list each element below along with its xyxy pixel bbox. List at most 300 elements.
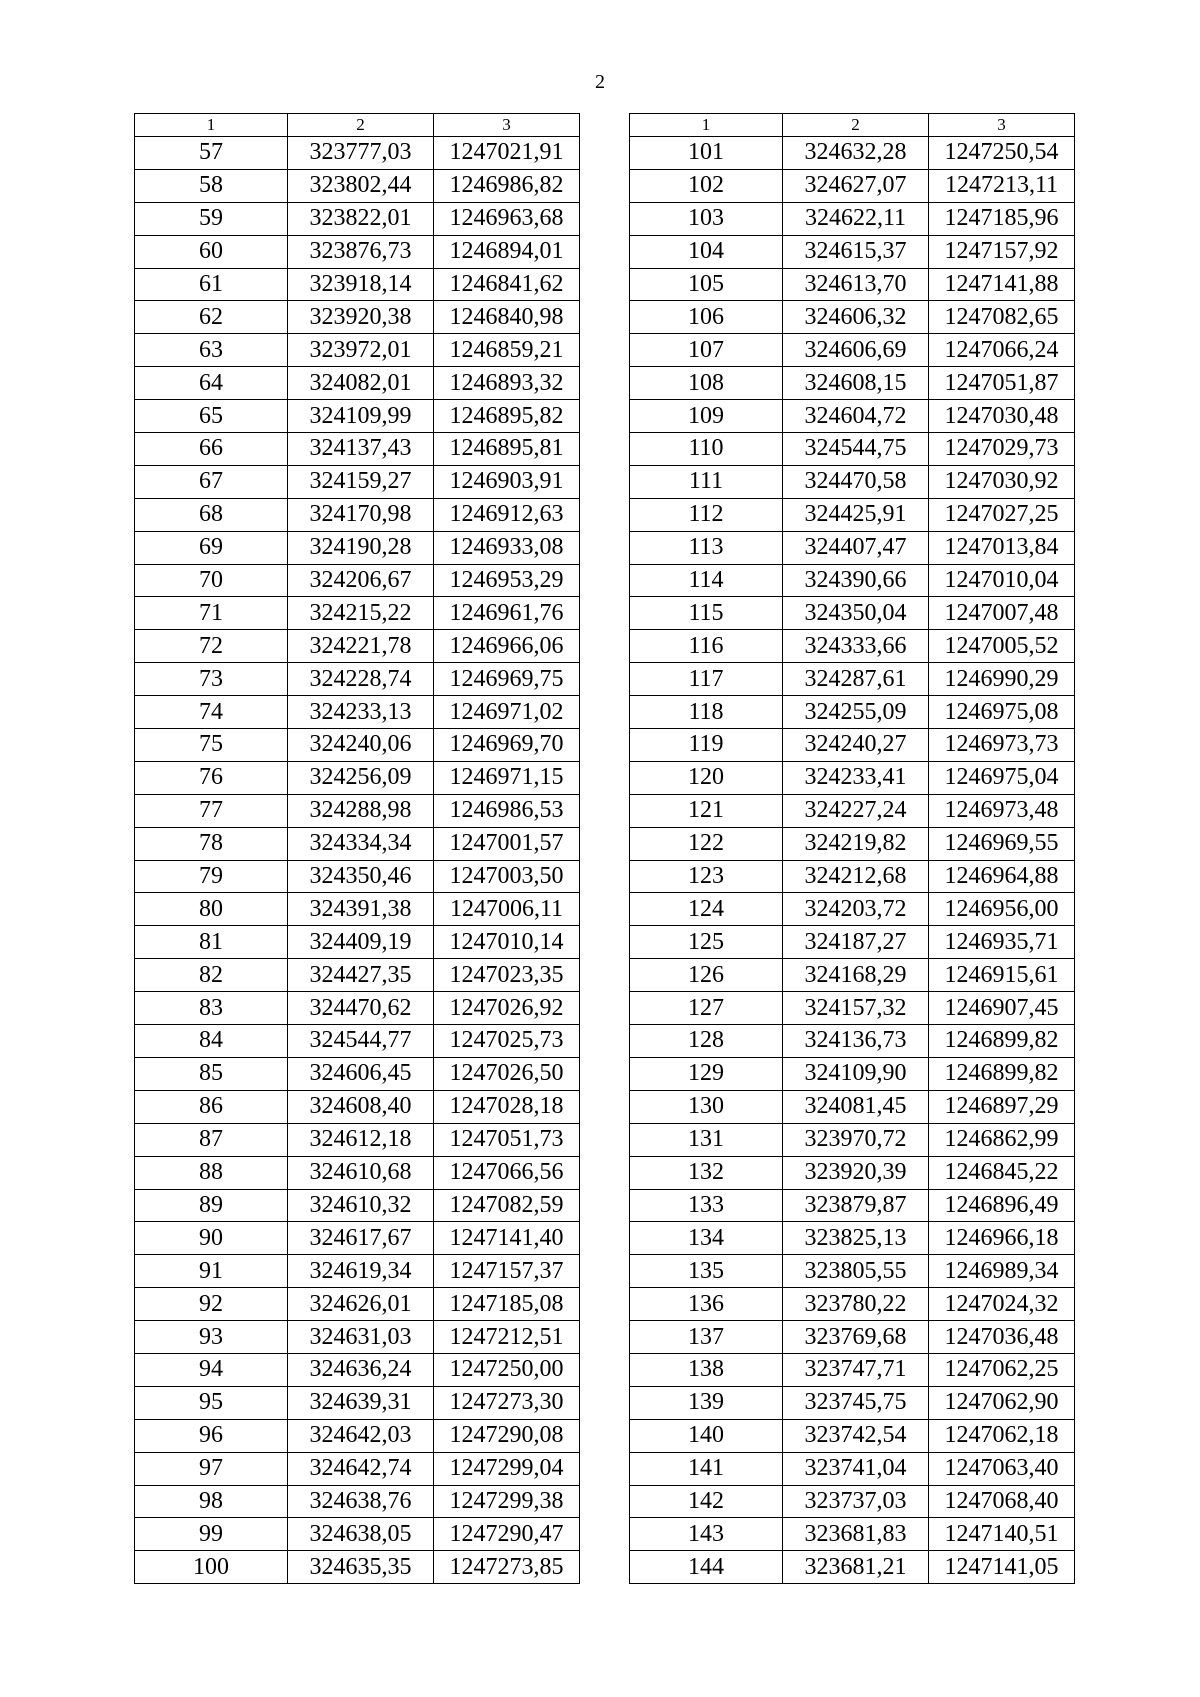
cell-point-number: 94 xyxy=(135,1353,288,1386)
cell-x-coordinate: 324228,74 xyxy=(288,663,434,696)
cell-x-coordinate: 324215,22 xyxy=(288,597,434,630)
cell-point-number: 120 xyxy=(630,761,783,794)
cell-point-number: 58 xyxy=(135,169,288,202)
cell-x-coordinate: 323747,71 xyxy=(783,1353,929,1386)
cell-y-coordinate: 1246935,71 xyxy=(929,926,1075,959)
header-row xyxy=(630,114,1075,137)
cell-point-number: 97 xyxy=(135,1452,288,1485)
cell-point-number: 124 xyxy=(630,893,783,926)
table-row xyxy=(135,268,580,301)
cell-y-coordinate: 1247010,04 xyxy=(929,564,1075,597)
cell-x-coordinate: 324168,29 xyxy=(783,959,929,992)
cell-point-number: 108 xyxy=(630,367,783,400)
cell-point-number: 61 xyxy=(135,268,288,301)
cell-point-number: 90 xyxy=(135,1222,288,1255)
cell-point-number: 114 xyxy=(630,564,783,597)
table-row xyxy=(630,1485,1075,1518)
column-header-y-coordinate: 3 xyxy=(434,114,580,137)
cell-point-number: 77 xyxy=(135,794,288,827)
cell-point-number: 117 xyxy=(630,663,783,696)
table-row xyxy=(135,959,580,992)
cell-y-coordinate: 1247013,84 xyxy=(929,531,1075,564)
cell-y-coordinate: 1247299,04 xyxy=(434,1452,580,1485)
table-row xyxy=(630,630,1075,663)
cell-y-coordinate: 1247007,48 xyxy=(929,597,1075,630)
cell-y-coordinate: 1247026,50 xyxy=(434,1057,580,1090)
cell-point-number: 78 xyxy=(135,827,288,860)
cell-y-coordinate: 1247140,51 xyxy=(929,1518,1075,1551)
cell-y-coordinate: 1247066,24 xyxy=(929,334,1075,367)
table-row xyxy=(135,400,580,433)
cell-y-coordinate: 1246966,18 xyxy=(929,1222,1075,1255)
cell-point-number: 100 xyxy=(135,1551,288,1584)
cell-x-coordinate: 324206,67 xyxy=(288,564,434,597)
cell-y-coordinate: 1247001,57 xyxy=(434,827,580,860)
cell-point-number: 105 xyxy=(630,268,783,301)
table-row xyxy=(630,564,1075,597)
cell-x-coordinate: 324642,03 xyxy=(288,1419,434,1452)
cell-y-coordinate: 1247062,90 xyxy=(929,1386,1075,1419)
cell-y-coordinate: 1247063,40 xyxy=(929,1452,1075,1485)
cell-point-number: 128 xyxy=(630,1025,783,1058)
cell-y-coordinate: 1246986,53 xyxy=(434,794,580,827)
cell-x-coordinate: 323879,87 xyxy=(783,1189,929,1222)
cell-x-coordinate: 324256,09 xyxy=(288,761,434,794)
cell-point-number: 131 xyxy=(630,1123,783,1156)
column-header-x-coordinate: 2 xyxy=(783,114,929,137)
table-row xyxy=(630,729,1075,762)
table-row xyxy=(135,827,580,860)
cell-x-coordinate: 323805,55 xyxy=(783,1255,929,1288)
cell-x-coordinate: 324287,61 xyxy=(783,663,929,696)
cell-y-coordinate: 1247141,88 xyxy=(929,268,1075,301)
table-row xyxy=(135,465,580,498)
cell-point-number: 136 xyxy=(630,1288,783,1321)
cell-point-number: 71 xyxy=(135,597,288,630)
cell-x-coordinate: 324619,34 xyxy=(288,1255,434,1288)
cell-y-coordinate: 1247051,87 xyxy=(929,367,1075,400)
cell-point-number: 60 xyxy=(135,235,288,268)
cell-point-number: 79 xyxy=(135,860,288,893)
cell-y-coordinate: 1246990,29 xyxy=(929,663,1075,696)
cell-y-coordinate: 1246859,21 xyxy=(434,334,580,367)
cell-x-coordinate: 324425,91 xyxy=(783,498,929,531)
cell-x-coordinate: 324615,37 xyxy=(783,235,929,268)
cell-x-coordinate: 324137,43 xyxy=(288,433,434,466)
cell-y-coordinate: 1247006,11 xyxy=(434,893,580,926)
cell-point-number: 111 xyxy=(630,465,783,498)
cell-x-coordinate: 323822,01 xyxy=(288,202,434,235)
cell-y-coordinate: 1247157,92 xyxy=(929,235,1075,268)
cell-y-coordinate: 1247082,59 xyxy=(434,1189,580,1222)
cell-x-coordinate: 324333,66 xyxy=(783,630,929,663)
cell-x-coordinate: 324470,62 xyxy=(288,992,434,1025)
cell-x-coordinate: 324627,07 xyxy=(783,169,929,202)
table-row xyxy=(630,465,1075,498)
table-row xyxy=(135,137,580,170)
cell-y-coordinate: 1246899,82 xyxy=(929,1057,1075,1090)
cell-point-number: 70 xyxy=(135,564,288,597)
cell-point-number: 115 xyxy=(630,597,783,630)
cell-y-coordinate: 1246912,63 xyxy=(434,498,580,531)
cell-y-coordinate: 1246953,29 xyxy=(434,564,580,597)
cell-x-coordinate: 323745,75 xyxy=(783,1386,929,1419)
cell-point-number: 99 xyxy=(135,1518,288,1551)
table-row xyxy=(135,1255,580,1288)
cell-point-number: 65 xyxy=(135,400,288,433)
cell-y-coordinate: 1247005,52 xyxy=(929,630,1075,663)
cell-y-coordinate: 1247023,35 xyxy=(434,959,580,992)
cell-point-number: 64 xyxy=(135,367,288,400)
cell-x-coordinate: 323920,38 xyxy=(288,301,434,334)
table-row xyxy=(630,169,1075,202)
cell-x-coordinate: 324606,32 xyxy=(783,301,929,334)
cell-point-number: 75 xyxy=(135,729,288,762)
table-row xyxy=(135,531,580,564)
cell-x-coordinate: 324187,27 xyxy=(783,926,929,959)
cell-point-number: 81 xyxy=(135,926,288,959)
cell-y-coordinate: 1247025,73 xyxy=(434,1025,580,1058)
table-row xyxy=(135,334,580,367)
cell-point-number: 113 xyxy=(630,531,783,564)
cell-y-coordinate: 1246894,01 xyxy=(434,235,580,268)
table-header xyxy=(630,114,1075,137)
cell-x-coordinate: 323876,73 xyxy=(288,235,434,268)
table-row xyxy=(630,597,1075,630)
cell-y-coordinate: 1246969,75 xyxy=(434,663,580,696)
table-row xyxy=(630,235,1075,268)
cell-y-coordinate: 1247250,54 xyxy=(929,137,1075,170)
table-row xyxy=(135,1518,580,1551)
table-row xyxy=(135,367,580,400)
cell-point-number: 102 xyxy=(630,169,783,202)
cell-point-number: 137 xyxy=(630,1321,783,1354)
table-row xyxy=(135,1321,580,1354)
table-row xyxy=(630,301,1075,334)
cell-point-number: 143 xyxy=(630,1518,783,1551)
cell-y-coordinate: 1246973,73 xyxy=(929,729,1075,762)
cell-point-number: 129 xyxy=(630,1057,783,1090)
cell-x-coordinate: 324240,06 xyxy=(288,729,434,762)
cell-y-coordinate: 1246903,91 xyxy=(434,465,580,498)
table-row xyxy=(135,235,580,268)
cell-y-coordinate: 1246973,48 xyxy=(929,794,1075,827)
page-number: 2 xyxy=(595,71,605,93)
cell-x-coordinate: 324159,27 xyxy=(288,465,434,498)
table-row xyxy=(135,992,580,1025)
cell-y-coordinate: 1246840,98 xyxy=(434,301,580,334)
cell-y-coordinate: 1247021,91 xyxy=(434,137,580,170)
cell-y-coordinate: 1247157,37 xyxy=(434,1255,580,1288)
table-row xyxy=(135,1189,580,1222)
cell-y-coordinate: 1247299,38 xyxy=(434,1485,580,1518)
cell-y-coordinate: 1246986,82 xyxy=(434,169,580,202)
cell-x-coordinate: 324544,75 xyxy=(783,433,929,466)
table-row xyxy=(630,1222,1075,1255)
cell-x-coordinate: 324606,69 xyxy=(783,334,929,367)
column-header-x-coordinate: 2 xyxy=(288,114,434,137)
table-row xyxy=(135,597,580,630)
table-row xyxy=(630,696,1075,729)
cell-y-coordinate: 1247250,00 xyxy=(434,1353,580,1386)
cell-point-number: 98 xyxy=(135,1485,288,1518)
cell-x-coordinate: 324109,99 xyxy=(288,400,434,433)
cell-y-coordinate: 1246956,00 xyxy=(929,893,1075,926)
cell-x-coordinate: 324638,76 xyxy=(288,1485,434,1518)
table-row xyxy=(135,1123,580,1156)
cell-x-coordinate: 324221,78 xyxy=(288,630,434,663)
table-row xyxy=(630,1452,1075,1485)
table-row xyxy=(630,1156,1075,1189)
table-row xyxy=(630,1321,1075,1354)
cell-y-coordinate: 1247027,25 xyxy=(929,498,1075,531)
cell-y-coordinate: 1247029,73 xyxy=(929,433,1075,466)
table-row xyxy=(630,1057,1075,1090)
cell-x-coordinate: 324233,41 xyxy=(783,761,929,794)
cell-point-number: 109 xyxy=(630,400,783,433)
cell-point-number: 103 xyxy=(630,202,783,235)
cell-x-coordinate: 324390,66 xyxy=(783,564,929,597)
cell-point-number: 121 xyxy=(630,794,783,827)
cell-point-number: 112 xyxy=(630,498,783,531)
cell-x-coordinate: 324639,31 xyxy=(288,1386,434,1419)
cell-point-number: 138 xyxy=(630,1353,783,1386)
cell-y-coordinate: 1247024,32 xyxy=(929,1288,1075,1321)
table-row xyxy=(135,630,580,663)
column-header-point-number: 1 xyxy=(630,114,783,137)
cell-x-coordinate: 324613,70 xyxy=(783,268,929,301)
cell-y-coordinate: 1246963,68 xyxy=(434,202,580,235)
cell-point-number: 140 xyxy=(630,1419,783,1452)
table-row xyxy=(135,696,580,729)
cell-y-coordinate: 1246969,70 xyxy=(434,729,580,762)
table-row xyxy=(135,1485,580,1518)
cell-x-coordinate: 324255,09 xyxy=(783,696,929,729)
cell-x-coordinate: 324350,46 xyxy=(288,860,434,893)
table-row xyxy=(630,926,1075,959)
cell-y-coordinate: 1246893,32 xyxy=(434,367,580,400)
cell-y-coordinate: 1247030,92 xyxy=(929,465,1075,498)
cell-x-coordinate: 324212,68 xyxy=(783,860,929,893)
table-row xyxy=(630,1288,1075,1321)
cell-y-coordinate: 1247028,18 xyxy=(434,1090,580,1123)
cell-y-coordinate: 1247062,25 xyxy=(929,1353,1075,1386)
column-header-point-number: 1 xyxy=(135,114,288,137)
cell-x-coordinate: 324544,77 xyxy=(288,1025,434,1058)
table-row xyxy=(135,893,580,926)
cell-y-coordinate: 1246895,81 xyxy=(434,433,580,466)
cell-point-number: 125 xyxy=(630,926,783,959)
cell-y-coordinate: 1247185,96 xyxy=(929,202,1075,235)
table-row xyxy=(630,1255,1075,1288)
table-row xyxy=(135,301,580,334)
cell-y-coordinate: 1247290,08 xyxy=(434,1419,580,1452)
cell-x-coordinate: 323802,44 xyxy=(288,169,434,202)
cell-point-number: 101 xyxy=(630,137,783,170)
table-row xyxy=(135,1452,580,1485)
cell-point-number: 88 xyxy=(135,1156,288,1189)
cell-x-coordinate: 324626,01 xyxy=(288,1288,434,1321)
cell-point-number: 134 xyxy=(630,1222,783,1255)
cell-y-coordinate: 1246975,08 xyxy=(929,696,1075,729)
cell-x-coordinate: 324617,67 xyxy=(288,1222,434,1255)
cell-x-coordinate: 324606,45 xyxy=(288,1057,434,1090)
cell-point-number: 119 xyxy=(630,729,783,762)
cell-y-coordinate: 1246971,15 xyxy=(434,761,580,794)
cell-point-number: 126 xyxy=(630,959,783,992)
cell-y-coordinate: 1247010,14 xyxy=(434,926,580,959)
table-row xyxy=(135,860,580,893)
table-row xyxy=(630,893,1075,926)
cell-y-coordinate: 1246971,02 xyxy=(434,696,580,729)
table-row xyxy=(630,1419,1075,1452)
cell-point-number: 80 xyxy=(135,893,288,926)
cell-point-number: 95 xyxy=(135,1386,288,1419)
cell-y-coordinate: 1247212,51 xyxy=(434,1321,580,1354)
cell-y-coordinate: 1247213,11 xyxy=(929,169,1075,202)
cell-point-number: 118 xyxy=(630,696,783,729)
table-row xyxy=(630,959,1075,992)
cell-point-number: 141 xyxy=(630,1452,783,1485)
cell-x-coordinate: 323681,83 xyxy=(783,1518,929,1551)
cell-x-coordinate: 324288,98 xyxy=(288,794,434,827)
cell-point-number: 130 xyxy=(630,1090,783,1123)
cell-x-coordinate: 324219,82 xyxy=(783,827,929,860)
cell-point-number: 96 xyxy=(135,1419,288,1452)
cell-y-coordinate: 1246964,88 xyxy=(929,860,1075,893)
table-row xyxy=(630,794,1075,827)
cell-x-coordinate: 324157,32 xyxy=(783,992,929,1025)
cell-point-number: 144 xyxy=(630,1551,783,1584)
cell-point-number: 123 xyxy=(630,860,783,893)
cell-x-coordinate: 324409,19 xyxy=(288,926,434,959)
cell-point-number: 84 xyxy=(135,1025,288,1058)
cell-point-number: 59 xyxy=(135,202,288,235)
cell-point-number: 87 xyxy=(135,1123,288,1156)
cell-x-coordinate: 324407,47 xyxy=(783,531,929,564)
cell-point-number: 62 xyxy=(135,301,288,334)
cell-y-coordinate: 1247030,48 xyxy=(929,400,1075,433)
cell-y-coordinate: 1247290,47 xyxy=(434,1518,580,1551)
table-row xyxy=(135,926,580,959)
cell-x-coordinate: 324622,11 xyxy=(783,202,929,235)
table-row xyxy=(135,1288,580,1321)
table-row xyxy=(135,498,580,531)
cell-x-coordinate: 323769,68 xyxy=(783,1321,929,1354)
cell-y-coordinate: 1247026,92 xyxy=(434,992,580,1025)
cell-point-number: 67 xyxy=(135,465,288,498)
table-row xyxy=(630,663,1075,696)
cell-y-coordinate: 1247185,08 xyxy=(434,1288,580,1321)
cell-y-coordinate: 1247141,05 xyxy=(929,1551,1075,1584)
cell-y-coordinate: 1246989,34 xyxy=(929,1255,1075,1288)
cell-x-coordinate: 324635,35 xyxy=(288,1551,434,1584)
table-row xyxy=(630,367,1075,400)
cell-x-coordinate: 323972,01 xyxy=(288,334,434,367)
table-row xyxy=(630,1025,1075,1058)
cell-x-coordinate: 324082,01 xyxy=(288,367,434,400)
cell-y-coordinate: 1246899,82 xyxy=(929,1025,1075,1058)
cell-x-coordinate: 324240,27 xyxy=(783,729,929,762)
cell-y-coordinate: 1247003,50 xyxy=(434,860,580,893)
cell-x-coordinate: 324190,28 xyxy=(288,531,434,564)
table-row xyxy=(135,1353,580,1386)
cell-x-coordinate: 323825,13 xyxy=(783,1222,929,1255)
cell-x-coordinate: 323681,21 xyxy=(783,1551,929,1584)
table-row xyxy=(630,531,1075,564)
cell-point-number: 142 xyxy=(630,1485,783,1518)
cell-point-number: 135 xyxy=(630,1255,783,1288)
table-row xyxy=(630,1386,1075,1419)
cell-y-coordinate: 1247141,40 xyxy=(434,1222,580,1255)
cell-x-coordinate: 324638,05 xyxy=(288,1518,434,1551)
cell-x-coordinate: 324391,38 xyxy=(288,893,434,926)
cell-x-coordinate: 324636,24 xyxy=(288,1353,434,1386)
cell-point-number: 122 xyxy=(630,827,783,860)
cell-point-number: 73 xyxy=(135,663,288,696)
cell-y-coordinate: 1246915,61 xyxy=(929,959,1075,992)
cell-y-coordinate: 1247273,30 xyxy=(434,1386,580,1419)
table-row xyxy=(630,400,1075,433)
cell-point-number: 83 xyxy=(135,992,288,1025)
cell-point-number: 92 xyxy=(135,1288,288,1321)
cell-point-number: 74 xyxy=(135,696,288,729)
cell-point-number: 85 xyxy=(135,1057,288,1090)
cell-y-coordinate: 1247062,18 xyxy=(929,1419,1075,1452)
cell-y-coordinate: 1247068,40 xyxy=(929,1485,1075,1518)
cell-x-coordinate: 324642,74 xyxy=(288,1452,434,1485)
table-row xyxy=(135,1156,580,1189)
table-row xyxy=(630,992,1075,1025)
cell-point-number: 72 xyxy=(135,630,288,663)
cell-point-number: 68 xyxy=(135,498,288,531)
table-row xyxy=(135,1222,580,1255)
table-row xyxy=(630,433,1075,466)
cell-x-coordinate: 323742,54 xyxy=(783,1419,929,1452)
cell-y-coordinate: 1247082,65 xyxy=(929,301,1075,334)
table-row xyxy=(135,1057,580,1090)
cell-point-number: 66 xyxy=(135,433,288,466)
table-row xyxy=(135,663,580,696)
cell-x-coordinate: 324170,98 xyxy=(288,498,434,531)
table-row xyxy=(135,433,580,466)
cell-point-number: 110 xyxy=(630,433,783,466)
cell-x-coordinate: 324334,34 xyxy=(288,827,434,860)
table-row xyxy=(135,1090,580,1123)
cell-point-number: 82 xyxy=(135,959,288,992)
cell-y-coordinate: 1246841,62 xyxy=(434,268,580,301)
table-row xyxy=(135,729,580,762)
table-header xyxy=(135,114,580,137)
column-header-y-coordinate: 3 xyxy=(929,114,1075,137)
cell-x-coordinate: 323741,04 xyxy=(783,1452,929,1485)
cell-x-coordinate: 324470,58 xyxy=(783,465,929,498)
cell-x-coordinate: 324608,40 xyxy=(288,1090,434,1123)
table-row xyxy=(135,1025,580,1058)
cell-x-coordinate: 324610,32 xyxy=(288,1189,434,1222)
cell-point-number: 107 xyxy=(630,334,783,367)
table-row xyxy=(630,1189,1075,1222)
cell-point-number: 106 xyxy=(630,301,783,334)
table-row xyxy=(135,1386,580,1419)
cell-y-coordinate: 1246961,76 xyxy=(434,597,580,630)
table-row xyxy=(630,1123,1075,1156)
cell-y-coordinate: 1246907,45 xyxy=(929,992,1075,1025)
header-row xyxy=(135,114,580,137)
cell-x-coordinate: 324203,72 xyxy=(783,893,929,926)
cell-point-number: 104 xyxy=(630,235,783,268)
table-row xyxy=(630,1551,1075,1584)
